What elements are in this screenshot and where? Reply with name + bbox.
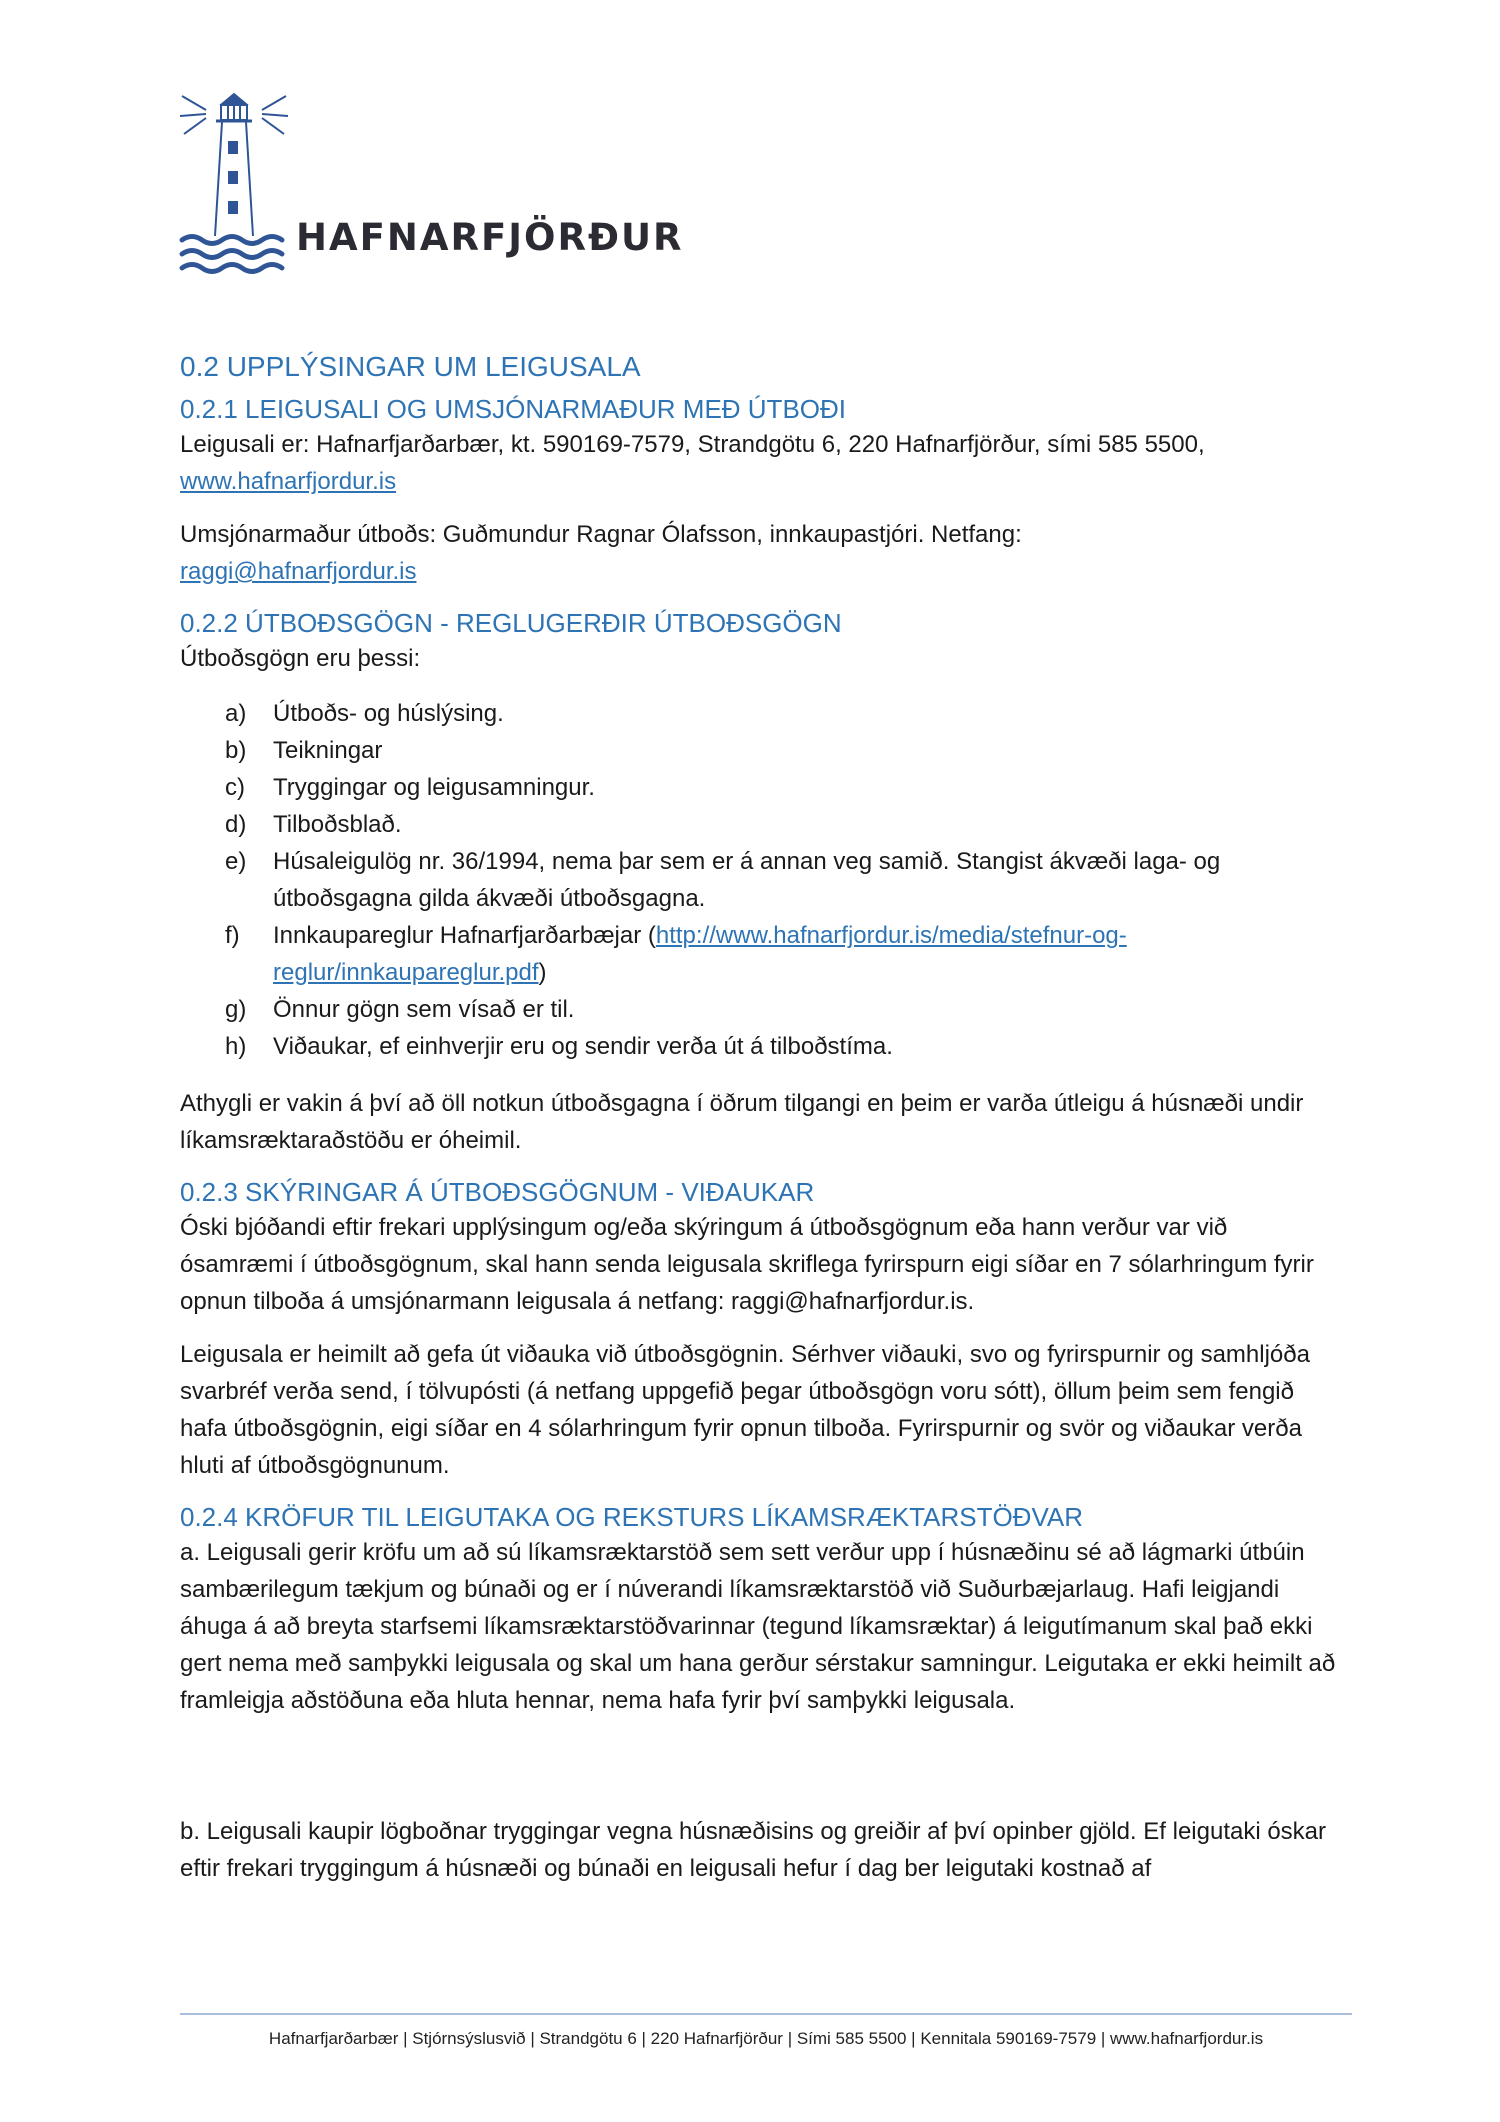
list-item [180, 843, 1340, 917]
list-marker: h) [225, 1033, 247, 1060]
heading-0-2-2: 0.2.2 ÚTBOÐSGÖGN - REGLUGERÐIR ÚTBOÐSGÖGN [180, 608, 842, 638]
section-title: 0.2 UPPLÝSINGAR UM LEIGUSALA [180, 351, 641, 382]
heading-0-2-1: 0.2.1 LEIGUSALI OG UMSJÓNARMAÐUR MEÐ ÚTBOÐI [180, 394, 847, 424]
list-item-text: Önnur gögn sem vísað er til. [273, 996, 575, 1023]
lessor-paragraph [180, 426, 1340, 500]
list-item-text: Viðaukar, ef einhverjir eru og sendir verða út á tilboðstíma. [273, 1033, 893, 1060]
list-marker: b) [225, 737, 247, 764]
list-marker: e) [225, 848, 247, 875]
list-item-text: Innkaupareglur Hafnarfjarðarbæjar ( [273, 922, 656, 949]
manager-paragraph [180, 516, 1340, 590]
list-item-text: Teikningar [273, 737, 383, 764]
documents-intro: Útboðsgögn eru þessi: [180, 645, 421, 672]
document-body [180, 348, 1340, 1903]
list-item [180, 732, 1340, 769]
heading-0-2-3: 0.2.3 SKÝRINGAR Á ÚTBOÐSGÖGNUM - VIÐAUKAR [180, 1177, 815, 1207]
list-item-text: Húsaleigulög nr. 36/1994, nema þar sem er á annan veg samið. Stangist ákvæði laga- og útboðsgagna gilda ákvæði útboðsgagna. [273, 848, 1221, 912]
logo-wordmark: HAFNARFJÖRÐUR [296, 216, 684, 259]
list-item [180, 695, 1340, 732]
list-item [180, 769, 1340, 806]
list-item-text: Útboðs- og húslýsing. [273, 700, 504, 727]
spacer [180, 1735, 1340, 1813]
list-item [180, 917, 1340, 991]
list-item [180, 806, 1340, 843]
list-marker: f) [225, 922, 240, 949]
heading-0-2-4: 0.2.4 KRÖFUR TIL LEIGUTAKA OG REKSTURS LÍKAMSRÆKTARSTÖÐVAR [180, 1502, 1083, 1532]
lessor-text: Leigusali er: Hafnarfjarðarbær, kt. 590169-7579, Strandgötu 6, 220 Hafnarfjörður, sími 585 5500, [180, 431, 1205, 458]
list-marker: a) [225, 700, 247, 727]
procurement-rules-link[interactable]: http://www.hafnarfjordur.is/media/stefnur-og-reglur/innkaupareglur.pdf [273, 922, 1127, 986]
addenda-paragraph: Leigusala er heimilt að gefa út viðauka við útboðsgögnin. Sérhver viðauki, svo og fyrirspurnir og samhljóða svarbréf verða send, í tölvupósti (á netfang uppgefið þegar útboðsgögn voru sótt), öllum þeim sem fengið hafa útboðsgögnin, eigi síðar en 4 sólarhringum fyrir opnun tilboða. Fyrirspurnir og svör og viðaukar verða hluti af útboðsgögnunum. [180, 1341, 1310, 1479]
list-marker: c) [225, 774, 245, 801]
requirement-b: b. Leigusali kaupir lögboðnar tryggingar vegna húsnæðisins og greiðir af því opinber gjöld. Ef leigutaki óskar eftir frekari tryggingum á húsnæði og búnaði en leigusali hefur í dag ber leigutaki kostnað af [180, 1818, 1327, 1882]
email-link[interactable]: raggi@hafnarfjordur.is [180, 558, 417, 585]
website-link[interactable]: www.hafnarfjordur.is [180, 468, 397, 495]
list-item [180, 1028, 1340, 1065]
usage-note: Athygli er vakin á því að öll notkun útboðsgagna í öðrum tilgangi en þeim er varða útleigu á húsnæði undir líkamsræktaraðstöðu er óheimil. [180, 1090, 1304, 1154]
list-item-text: ) [538, 959, 547, 986]
page-footer: Hafnarfjarðarbær | Stjórnsýslusvið | Strandgötu 6 | 220 Hafnarfjörður | Sími 585 5500 | Kennitala 590169-7579 | www.hafnarfjordur.is [268, 2029, 1264, 2048]
list-marker: d) [225, 811, 247, 838]
list-marker: g) [225, 996, 247, 1023]
manager-text: Umsjónarmaður útboðs: Guðmundur Ragnar Ólafsson, innkaupastjóri. Netfang: [180, 521, 1022, 548]
requirement-a: a. Leigusali gerir kröfu um að sú líkamsræktarstöð sem sett verður upp í húsnæðinu sé að lágmarki útbúin sambærilegum tækjum og búnaði og er í núverandi líkamsræktarstöð við Suðurbæjarlaug. Hafi leigjandi áhuga á að breyta starfsemi líkamsræktarstöðvarinnar (tegund líkamsræktar) á leigutímanum skal það ekki gert nema með samþykki leigusala og skal um hana gerður sérstakur samningur. Leigutaka er ekki heimilt að framleigja aðstöðuna eða hluta hennar, nema hafa fyrir því samþykki leigusala. [180, 1539, 1336, 1714]
footer-divider [180, 2013, 1352, 2015]
documents-list [180, 695, 1340, 1065]
logo [178, 88, 684, 278]
list-item [180, 991, 1340, 1028]
list-item-text: Tilboðsblað. [273, 811, 402, 838]
lighthouse-icon [178, 88, 290, 278]
list-item-text: Tryggingar og leigusamningur. [273, 774, 595, 801]
clarification-paragraph: Óski bjóðandi eftir frekari upplýsingum og/eða skýringum á útboðsgögnum eða hann verður var við ósamræmi í útboðsgögnum, skal hann senda leigusala skriflega fyrirspurn eigi síðar en 7 sólarhringum fyrir opnun tilboða á umsjónarmann leigusala á netfang: raggi@hafnarfjordur.is. [180, 1214, 1314, 1315]
